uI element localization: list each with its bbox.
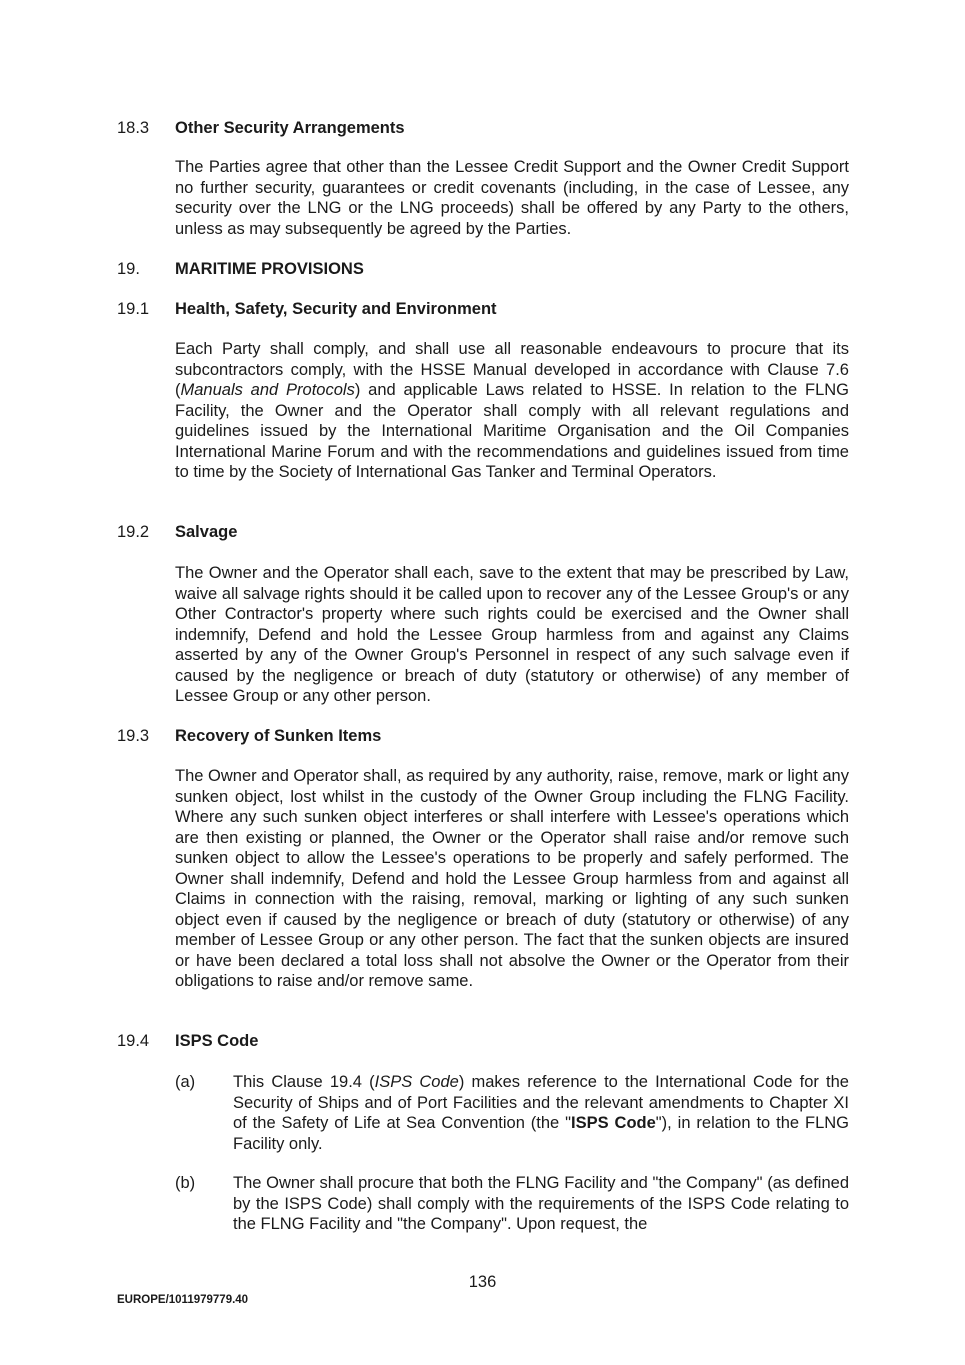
paragraph-text: ) and applicable Laws related to HSSE. In relation to the FLNG Facility, the Owner and the Operator shall comply with all relevant regulations and guidelines issued by the International Maritime Organisation and the Oil Companies International Marine Forum and with the recommendations and guidelines issued from time to time by the Society of International Gas Tanker and Terminal Operators. bbox=[175, 381, 849, 481]
subclause-text: "), in relation to the FLNG Facility only. bbox=[233, 1114, 849, 1153]
section-heading-19-1 bbox=[117, 299, 857, 319]
section-title: Recovery of Sunken Items bbox=[175, 727, 382, 745]
section-number: 19. bbox=[117, 260, 140, 278]
subclause-text: ) makes reference to the International Code for the Security of Ships and of Port Facilities and the relevant amendments to Chapter XI of the Safety of Life at Sea Convention (the " bbox=[233, 1073, 849, 1132]
subclause-label-b: (b) bbox=[175, 1174, 196, 1192]
section-number: 19.3 bbox=[117, 727, 150, 745]
defined-term: ISPS Code bbox=[571, 1114, 656, 1132]
section-number: 19.1 bbox=[117, 300, 150, 318]
subclause-label-a: (a) bbox=[175, 1073, 196, 1091]
cross-reference-title: ISPS Code bbox=[374, 1073, 459, 1091]
cross-reference-title: Manuals and Protocols bbox=[180, 381, 355, 399]
section-number: 19.4 bbox=[117, 1032, 150, 1050]
section-heading-19 bbox=[117, 259, 857, 279]
section-heading-19-3 bbox=[117, 726, 857, 746]
subclause-b: The Owner shall procure that both the FLNG Facility and "the Company" (as defined by the ISPS Code) shall comply with the requirements of the ISPS Code relating to the FLNG Facility and "the Company". Upon request, the bbox=[233, 1174, 849, 1233]
section-heading-18-3 bbox=[117, 118, 857, 138]
page-number: 136 bbox=[468, 1273, 497, 1291]
section-number: 18.3 bbox=[117, 119, 150, 137]
section-title: ISPS Code bbox=[175, 1032, 259, 1050]
paragraph-text: Each Party shall comply, and shall use all reasonable endeavours to procure that its subcontractors comply, with the HSSE Manual developed in accordance with Clause 7.6 ( bbox=[175, 340, 849, 399]
paragraph-19-2: The Owner and the Operator shall each, save to the extent that may be prescribed by Law, waive all salvage rights should it be called upon to recover any of the Lessee Group's or any Other Contractor's property where such rights could be exercised and the Owner shall indemnify, Defend and hold the Lessee Group harmless from and against any Claims asserted by any of the Owner Group's Personnel in respect of any such salvage even if caused by the negligence or breach of duty (statutory or otherwise) of any member of Lessee Group or any other person. bbox=[175, 564, 849, 705]
section-title: MARITIME PROVISIONS bbox=[175, 260, 364, 278]
subclause-text: This Clause 19.4 ( bbox=[233, 1073, 375, 1091]
paragraph-19-3: The Owner and Operator shall, as required by any authority, raise, remove, mark or light any sunken object, lost whilst in the custody of the Owner Group including the FLNG Facility. Where any such sunken object interferes or shall interfere with Lessee's operations which are then existing or planned, the Owner or the Operator shall raise and/or remove such sunken object to allow the Lessee's operations to be properly and safely performed. The Owner shall indemnify, Defend and hold the Lessee Group harmless from and against all Claims in connection with the raising, removal, marking or lighting of any such sunken object even if caused by the negligence or breach of duty (statutory or otherwise) of any member of Lessee Group or any other person. The fact that the sunken objects are insured or have been declared a total loss shall not absolve the Owner or the Operator from their obligations to raise and/or remove same. bbox=[175, 767, 849, 990]
section-heading-19-2 bbox=[117, 522, 857, 542]
paragraph-19-1 bbox=[175, 339, 849, 483]
subclause-a bbox=[233, 1072, 849, 1154]
section-title: Salvage bbox=[175, 523, 238, 541]
document-reference: EUROPE/1011979779.40 bbox=[117, 1294, 249, 1306]
section-heading-19-4 bbox=[117, 1031, 857, 1051]
section-title: Other Security Arrangements bbox=[175, 119, 405, 137]
section-number: 19.2 bbox=[117, 523, 150, 541]
section-title: Health, Safety, Security and Environment bbox=[175, 300, 497, 318]
paragraph-18-3: The Parties agree that other than the Lessee Credit Support and the Owner Credit Support no further security, guarantees or credit covenants (including, in the case of Lessee, any security over the LNG or the LNG proceeds) shall be offered by any Party to the others, unless as may subsequently be agreed by the Parties. bbox=[175, 158, 849, 238]
